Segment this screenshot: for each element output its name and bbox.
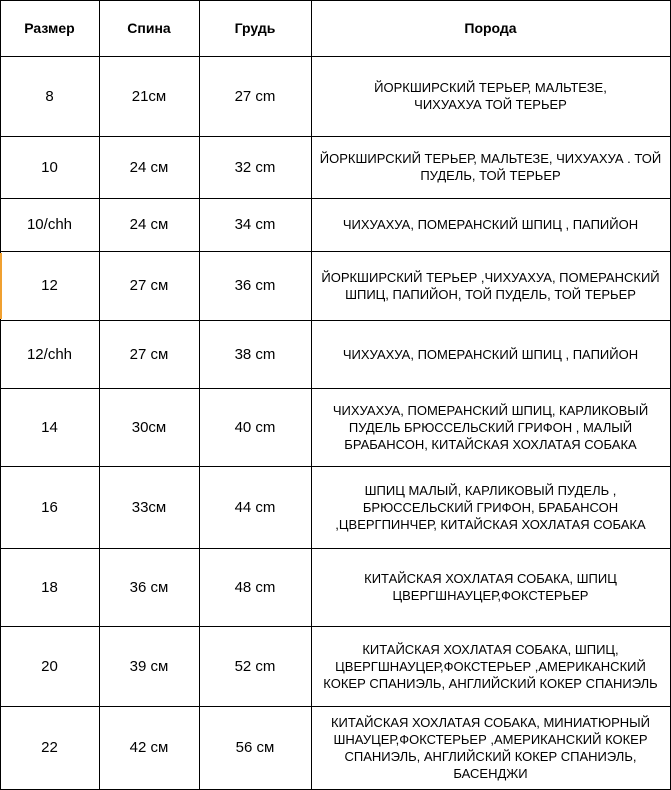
- cell-size: 12: [41, 277, 58, 294]
- cell-chest: 44 cm: [234, 498, 276, 516]
- cell-breed: ЧИХУАХУА, ПОМЕРАНСКИЙ ШПИЦ, КАРЛИКОВЫЙ ПУДЕЛЬ БРЮССЕЛЬСКИЙ ГРИФОН , МАЛЫЙ БРАБАНСОН, КИТАЙСКАЯ ХОХЛАТАЯ СОБАКА: [332, 402, 649, 452]
- cell-size: 10/chh: [26, 216, 73, 233]
- cell-size: 12/chh: [26, 345, 73, 363]
- header-chest: Грудь: [234, 20, 276, 36]
- cell-size: 20: [41, 657, 58, 675]
- cell-back: 27 см: [129, 277, 169, 294]
- cell-chest: 38 cm: [234, 345, 276, 363]
- cell-chest: 40 cm: [234, 418, 276, 436]
- cell-back: 39 см: [129, 657, 169, 675]
- header-back: Спина: [127, 20, 171, 36]
- cell-back: 27 см: [129, 345, 169, 363]
- cell-breed: ЧИХУАХУА, ПОМЕРАНСКИЙ ШПИЦ , ПАПИЙОН: [342, 217, 639, 232]
- cell-back: 24 см: [129, 216, 169, 233]
- cell-size: 10: [41, 158, 58, 176]
- cell-chest: 32 cm: [234, 158, 276, 176]
- cell-chest: 27 cm: [234, 87, 276, 105]
- cell-chest: 52 cm: [234, 657, 276, 675]
- cell-chest: 36 cm: [234, 277, 276, 294]
- cell-back: 24 см: [129, 158, 169, 176]
- cell-chest: 56 см: [235, 739, 275, 756]
- cell-back: 30см: [131, 418, 167, 436]
- cell-breed: ШПИЦ МАЛЫЙ, КАРЛИКОВЫЙ ПУДЕЛЬ , БРЮССЕЛЬСКИЙ ГРИФОН, БРАБАНСОН ,ЦВЕРГПИНЧЕР, КИТАЙСКАЯ ХОХЛАТАЯ СОБАКА: [335, 482, 646, 532]
- cell-size: 14: [41, 418, 58, 436]
- cell-size: 22: [41, 739, 58, 756]
- cell-breed: ЙОРКШИРСКИЙ ТЕРЬЕР, МАЛЬТЕЗЕ, ЧИХУАХУА ТОЙ ТЕРЬЕР: [374, 80, 607, 112]
- cell-breed: ЧИХУАХУА, ПОМЕРАНСКИЙ ШПИЦ , ПАПИЙОН: [342, 346, 639, 362]
- cell-size: 8: [45, 87, 54, 105]
- cell-back: 21см: [131, 87, 167, 105]
- cell-breed: ЙОРКШИРСКИЙ ТЕРЬЕР ,ЧИХУАХУА, ПОМЕРАНСКИЙ ШПИЦ, ПАПИЙОН, ТОЙ ПУДЕЛЬ, ТОЙ ТЕРЬЕР: [321, 269, 660, 302]
- header-breed: Порода: [464, 20, 517, 36]
- cell-breed: КИТАЙСКАЯ ХОХЛАТАЯ СОБАКА, МИНИАТЮРНЫЙ ШНАУЦЕР,ФОКСТЕРЬЕР ,АМЕРИКАНСКИЙ КОКЕР СПАНИЭЛЬ, АНГЛИЙСКИЙ КОКЕР СПАНИЭЛЬ, БАСЕНДЖИ: [330, 714, 651, 781]
- cell-chest: 48 cm: [234, 578, 276, 596]
- cell-breed: КИТАЙСКАЯ ХОХЛАТАЯ СОБАКА, ШПИЦ ЦВЕРГШНАУЦЕР,ФОКСТЕРЬЕР: [364, 571, 617, 603]
- cell-size: 18: [41, 578, 58, 596]
- header-size: Размер: [24, 20, 75, 36]
- cell-breed: ЙОРКШИРСКИЙ ТЕРЬЕР, МАЛЬТЕЗЕ, ЧИХУАХУА . ТОЙ ПУДЕЛЬ, ТОЙ ТЕРЬЕР: [319, 151, 662, 183]
- cell-size: 16: [41, 498, 58, 516]
- cell-chest: 34 cm: [234, 216, 276, 233]
- cell-back: 33см: [131, 498, 167, 516]
- cell-back: 42 см: [129, 739, 169, 756]
- cell-back: 36 см: [129, 578, 169, 596]
- cell-breed: КИТАЙСКАЯ ХОХЛАТАЯ СОБАКА, ШПИЦ, ЦВЕРГШНАУЦЕР,ФОКСТЕРЬЕР ,АМЕРИКАНСКИЙ КОКЕР СПАНИЭЛЬ, АНГЛИЙСКИЙ КОКЕР СПАНИЭЛЬ: [323, 641, 658, 691]
